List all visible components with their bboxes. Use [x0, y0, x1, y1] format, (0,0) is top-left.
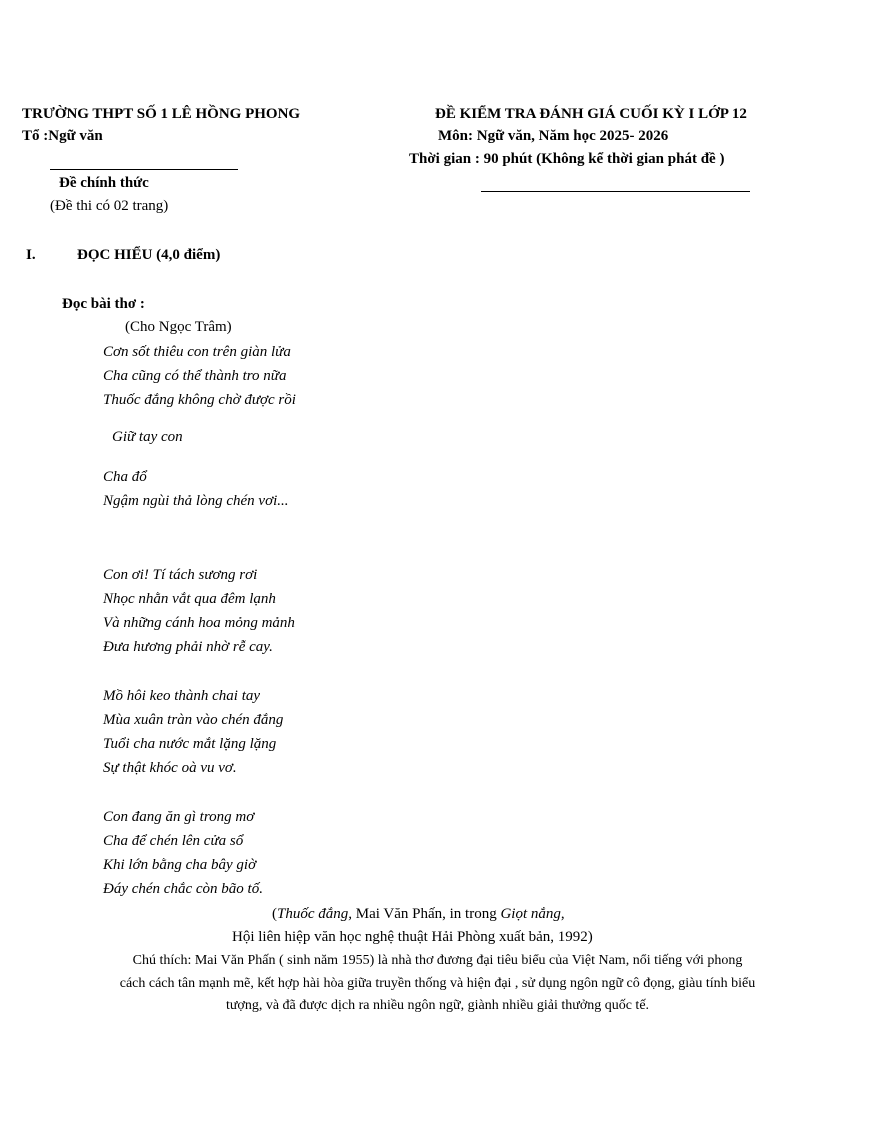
poem-line: Ngậm ngùi thả lòng chén vơi... [103, 493, 289, 509]
source-comma: , [560, 906, 565, 922]
source-open-paren: ( [272, 906, 277, 922]
source-citation [272, 906, 565, 923]
subject-year: Môn: Ngữ văn, Năm học 2025- 2026 [438, 128, 669, 144]
department-name: Tổ :Ngữ văn [22, 128, 103, 144]
school-name: TRƯỜNG THPT SỐ 1 LÊ HỒNG PHONG [22, 106, 301, 122]
header-right-rule [481, 191, 750, 192]
source-publisher: Hội liên hiệp văn học nghệ thuật Hải Phòng xuất bản, 1992) [232, 929, 593, 945]
poem-line: Cơn sốt thiêu con trên giàn lửa [103, 344, 291, 360]
source-author: Mai Văn Phấn, in trong [352, 906, 501, 922]
official-label: Đề chính thức [59, 175, 149, 191]
poem-line: Con đang ăn gì trong mơ [103, 809, 255, 825]
poem-line: Đưa hương phải nhờ rễ cay. [103, 639, 273, 655]
poem-line: Và những cánh hoa mỏng mảnh [103, 615, 295, 631]
poem-line: Mồ hôi keo thành chai tay [103, 688, 261, 704]
poem-line: Mùa xuân tràn vào chén đắng [103, 712, 284, 728]
poem-line: Nhọc nhằn vắt qua đêm lạnh [103, 591, 276, 607]
poem-stanza-1 [103, 340, 296, 412]
reading-instruction: Đọc bài thơ : [62, 296, 145, 312]
header-left-rule [50, 169, 238, 170]
poem-stanza-2 [103, 465, 289, 513]
poem-stanza-3 [103, 563, 295, 659]
poem-line: Đáy chén chắc còn bão tố. [103, 881, 263, 897]
poem-line: Cha cũng có thể thành tro nữa [103, 368, 287, 384]
footnote-line-1: Chú thích: Mai Văn Phấn ( sinh năm 1955) là nhà thơ đương đại tiêu biểu của Việt Nam, nổi tiếng với phong [132, 953, 743, 968]
section-number: I. [26, 247, 36, 263]
poem-line: Con ơi! Tí tách sương rơi [103, 567, 258, 583]
footnote-line-2: cách cách tân mạnh mẽ, kết hợp hài hòa giữa truyền thống và hiện đại , sử dụng ngôn ngữ cô đọng, giàu tính biểu [119, 976, 756, 991]
source-book: Giọt nắng [500, 906, 561, 922]
poem-stanza-5 [103, 805, 263, 901]
poem-line: Khi lớn bằng cha bây giờ [103, 857, 257, 873]
poem-dedication: (Cho Ngọc Trâm) [125, 319, 232, 335]
source-poem-title: Thuốc đắng, [277, 906, 352, 922]
time-note: Thời gian : 90 phút (Không kể thời gian phát đề ) [409, 151, 725, 167]
poem-line: Sự thật khóc oà vu vơ. [103, 760, 237, 776]
footnote-line-3: tượng, và đã được dịch ra nhiều ngôn ngữ, giành nhiều giải thưởng quốc tế. [225, 998, 650, 1013]
pages-note: (Đề thi có 02 trang) [50, 198, 169, 214]
poem-indented-line: Giữ tay con [112, 429, 183, 445]
exam-title: ĐỀ KIỂM TRA ĐÁNH GIÁ CUỐI KỲ I LỚP 12 [435, 106, 747, 122]
poem-line: Thuốc đắng không chờ được rồi [103, 392, 296, 408]
poem-line: Cha để chén lên cửa sổ [103, 833, 244, 849]
poem-line: Tuổi cha nước mắt lặng lặng [103, 736, 277, 752]
poem-line: Cha đổ [103, 469, 147, 485]
poem-stanza-4 [103, 684, 283, 780]
section-title: ĐỌC HIỂU (4,0 điểm) [77, 247, 221, 263]
